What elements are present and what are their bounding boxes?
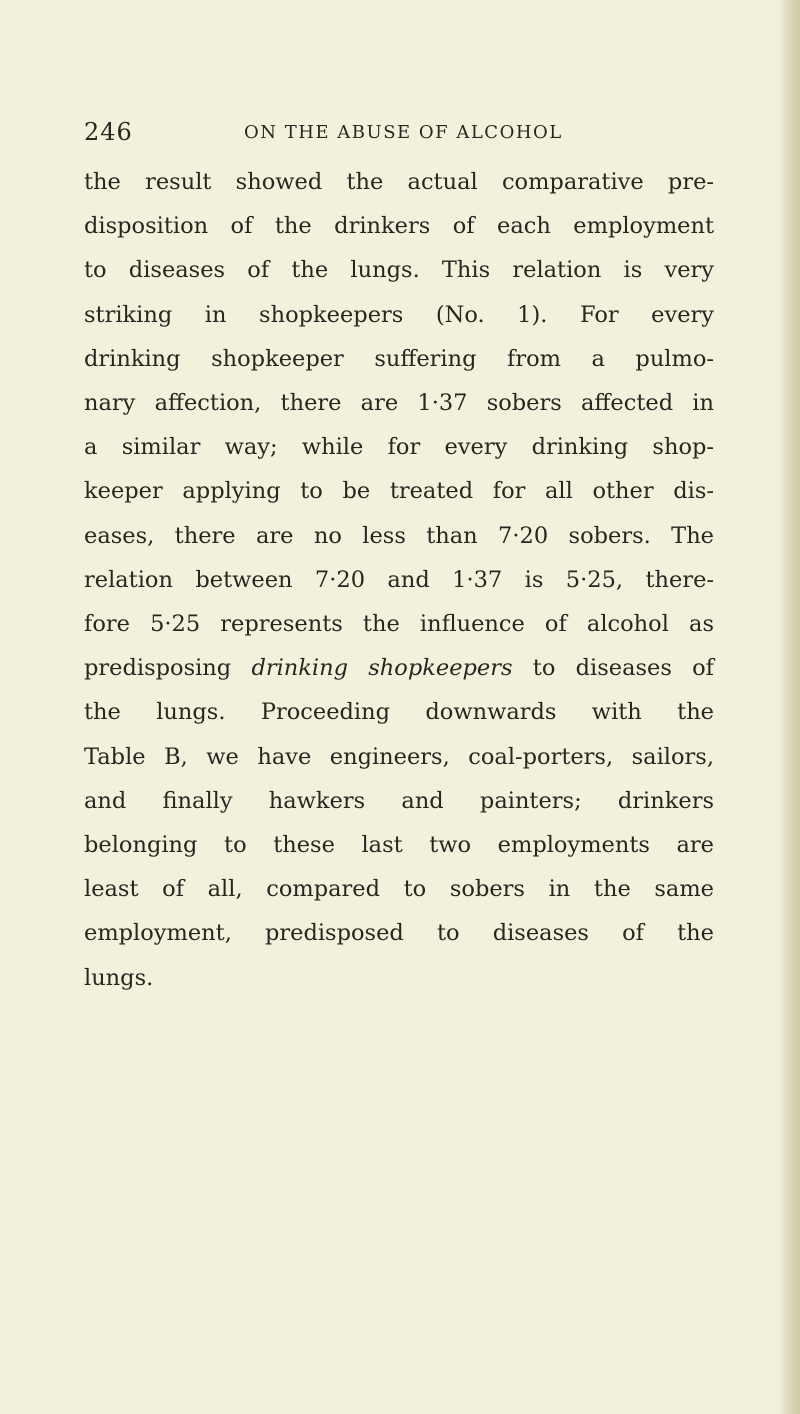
text-segment: predisposing [84,655,252,682]
text-segment: to diseases of [512,655,715,682]
text-line: the lungs. Proceeding downwards with the [84,699,714,726]
text-line-with-emphasis [84,646,714,690]
text-line: lungs. [84,964,154,991]
text-line: nary affection, there are 1·37 sobers affected in [84,390,714,417]
text-line: relation between 7·20 and 1·37 is 5·25, there- [84,566,714,593]
text-line: employment, predisposed to diseases of the [84,920,714,947]
text-line: belonging to these last two employments are [84,832,714,859]
text-line: drinking shopkeeper suffering from a pulmo- [84,345,714,372]
text-line: striking in shopkeepers (No. 1). For every [84,301,714,328]
page-number: 246 [84,118,133,146]
body-text [84,160,714,1000]
text-line: keeper applying to be treated for all other dis- [84,478,714,505]
text-line: a similar way; while for every drinking shop- [84,434,714,461]
text-line: the result showed the actual comparative pre- [84,169,714,195]
text-line: and finally hawkers and painters; drinkers [84,787,714,814]
text-line: fore 5·25 represents the influence of alcohol as [84,611,714,638]
text-line: Table B, we have engineers, coal-porters, sailors, [84,743,714,770]
text-line: eases, there are no less than 7·20 sobers. The [84,522,714,549]
text-line: to diseases of the lungs. This relation is very [84,257,714,284]
page-header [84,118,684,152]
text-line: least of all, compared to sobers in the same [84,876,714,903]
emphasized-phrase: drinking shopkeepers [251,655,513,682]
running-title: ON THE ABUSE OF ALCOHOL [244,122,563,143]
text-line: disposition of the drinkers of each employment [84,213,714,240]
page-edge-shadow [778,0,800,1414]
